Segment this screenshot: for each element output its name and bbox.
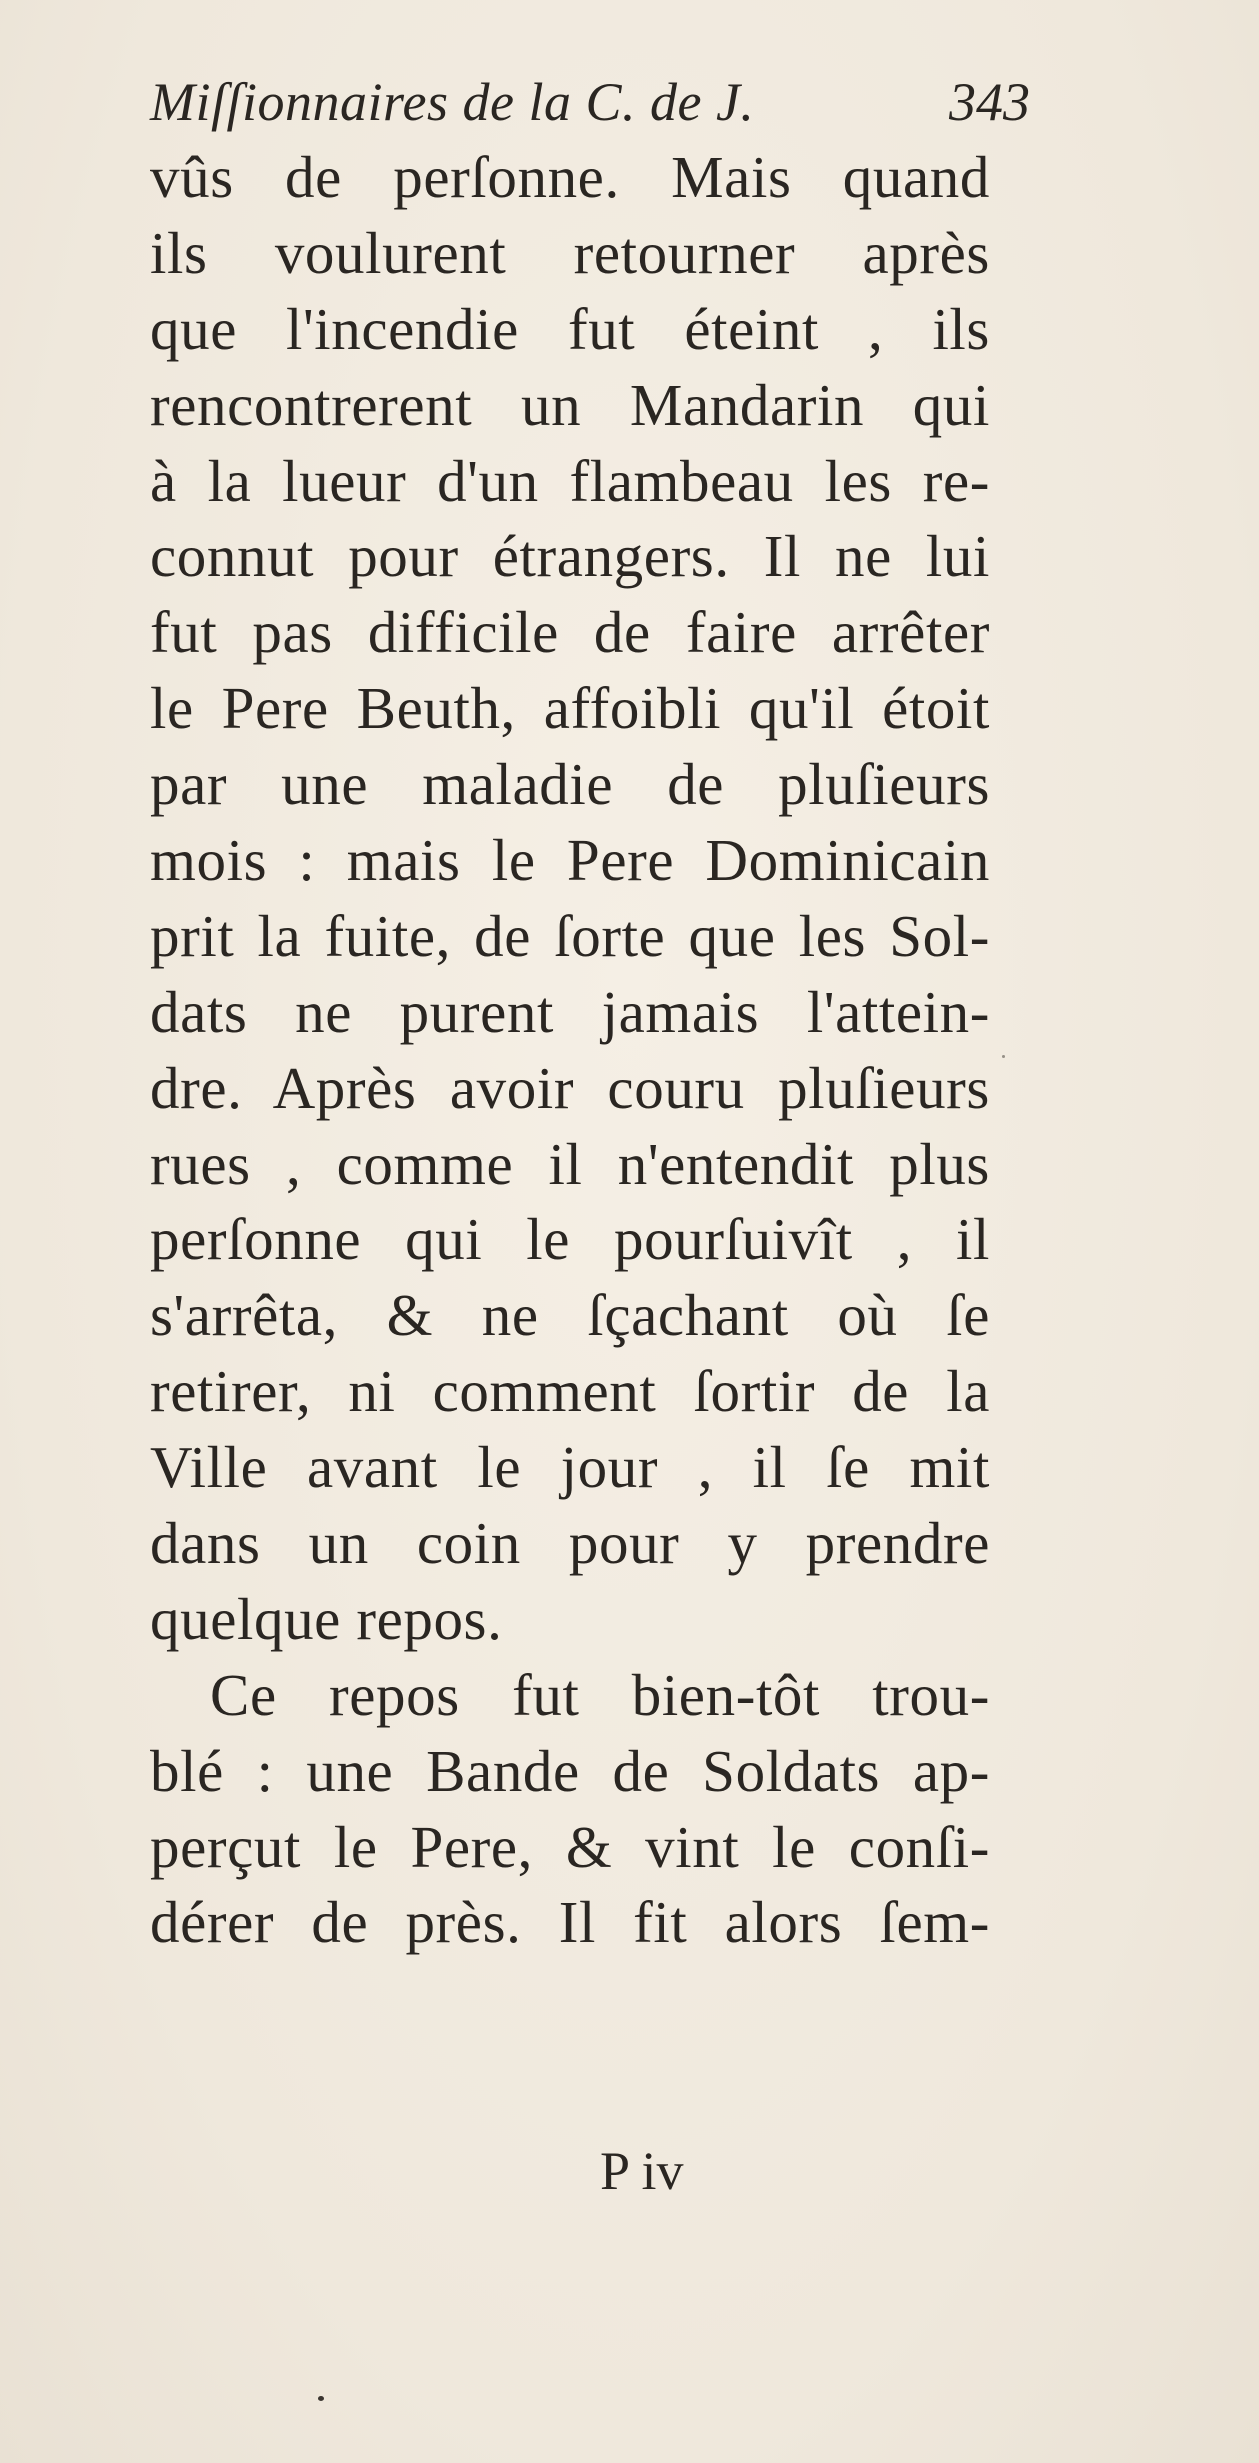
text-line: dans un coin pour y prendre xyxy=(150,1510,990,1577)
body-text xyxy=(150,140,990,1961)
text-line: Ce repos fut bien-tôt trou- xyxy=(210,1661,990,1728)
text-line: prit la fuite, de ſorte que les Sol- xyxy=(150,902,990,969)
signature-mark: P iv xyxy=(600,2141,684,2201)
text-line: dérer de près. Il fit alors ſem- xyxy=(150,1889,990,1956)
text-line: que l'incendie fut éteint , ils xyxy=(150,295,990,362)
text-line: quelque repos. xyxy=(150,1585,503,1652)
page-number: 343 xyxy=(949,72,1030,132)
text-line: mois : mais le Pere Dominicain xyxy=(150,827,990,894)
text-line: le Pere Beuth, affoibli qu'il étoit xyxy=(150,675,990,742)
text-line: Ville avant le jour , il ſe mit xyxy=(150,1434,990,1501)
text-line: perſonne qui le pourſuivît , il xyxy=(150,1206,990,1273)
text-line: fut pas difficile de faire arrêter xyxy=(150,599,990,666)
text-line: dats ne purent jamais l'attein- xyxy=(150,978,990,1045)
ink-speck xyxy=(318,2396,324,2401)
page-header xyxy=(150,62,1030,142)
text-line: rues , comme il n'entendit plus xyxy=(150,1130,990,1197)
text-line: rencontrerent un Mandarin qui xyxy=(150,371,990,438)
text-line: par une maladie de pluſieurs xyxy=(150,751,990,818)
text-line: s'arrêta, & ne ſçachant où ſe xyxy=(150,1282,990,1349)
text-line: vûs de perſonne. Mais quand xyxy=(150,144,990,210)
text-line: retirer, ni comment ſortir de la xyxy=(150,1358,990,1425)
text-line: ils voulurent retourner après xyxy=(150,219,990,286)
running-head: Miſſionnaires de la C. de J. xyxy=(150,72,755,132)
text-line: à la lueur d'un flambeau les re- xyxy=(150,447,990,514)
text-line: perçut le Pere, & vint le conſi- xyxy=(150,1813,990,1880)
text-line: blé : une Bande de Soldats ap- xyxy=(150,1737,990,1804)
text-line: dre. Après avoir couru pluſieurs xyxy=(150,1054,990,1121)
text-line: connut pour étrangers. Il ne lui xyxy=(150,523,990,590)
ink-speck xyxy=(1002,1055,1005,1058)
